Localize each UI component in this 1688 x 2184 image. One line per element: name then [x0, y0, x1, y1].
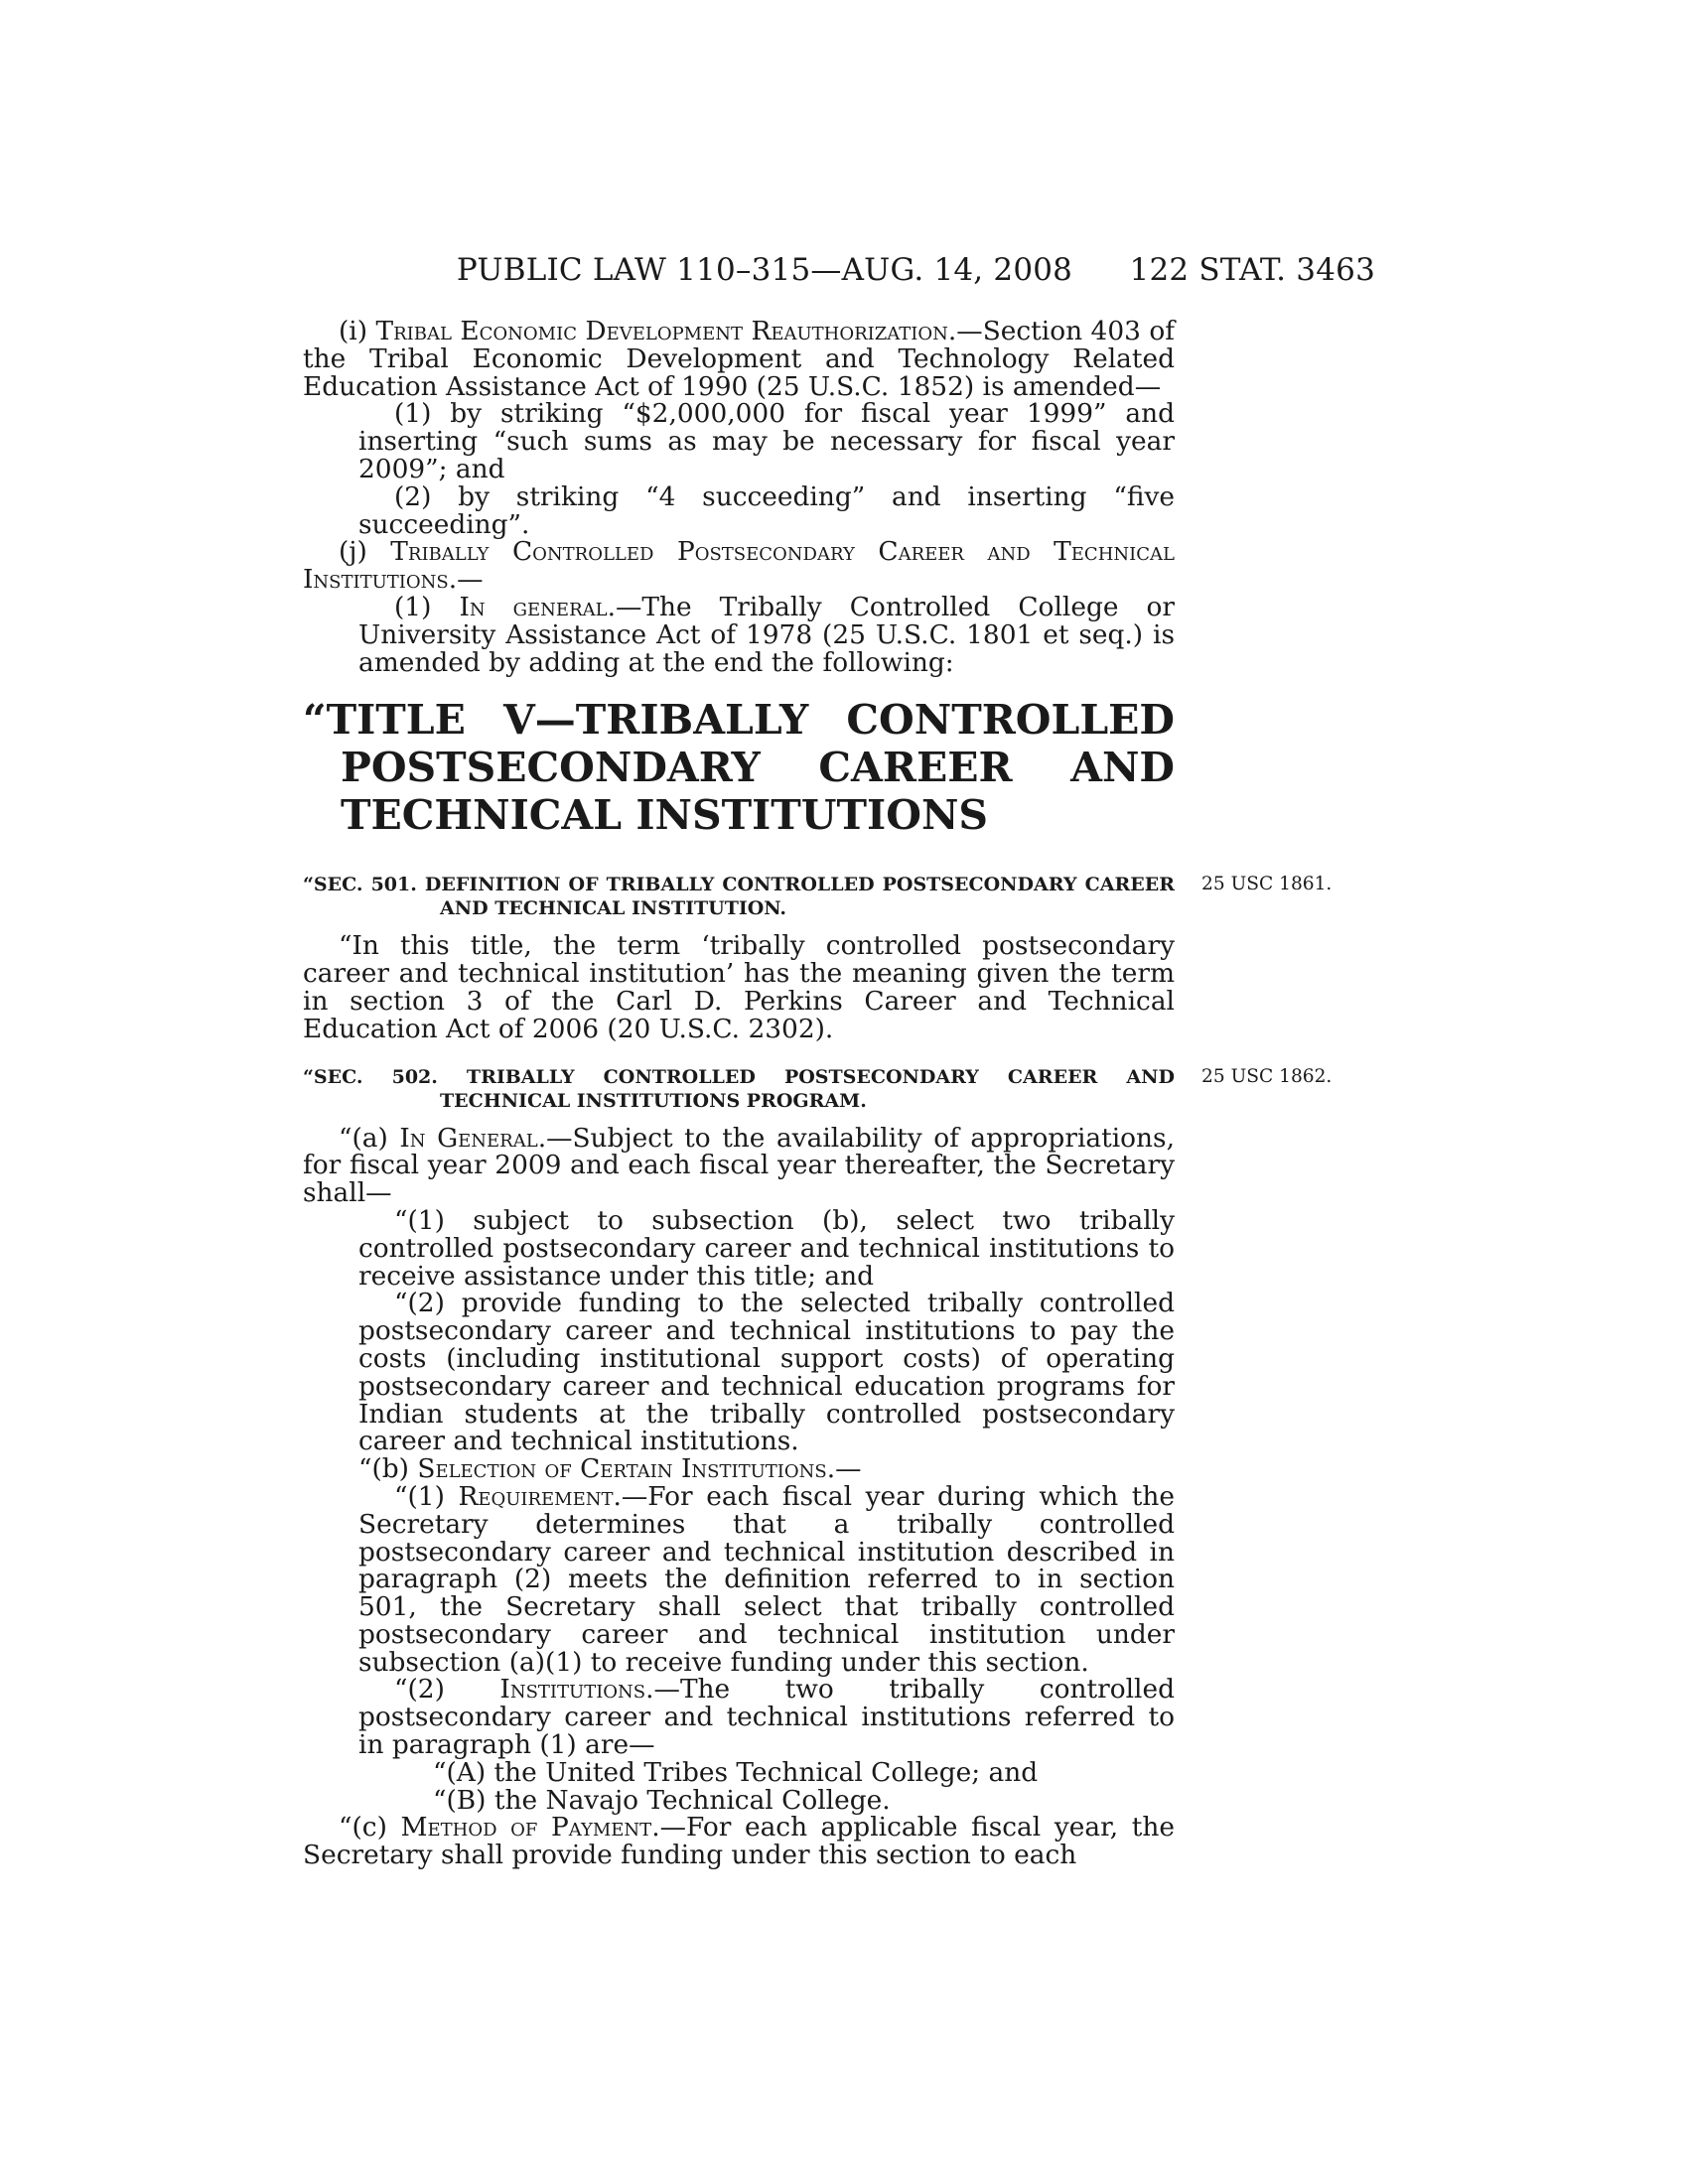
paragraph-j: (j) Tribally Controlled Postsecondary Career and Technical Institutions.—: [303, 536, 1175, 596]
section-501-heading: “SEC. 501. DEFINITION OF TRIBALLY CONTROLLED POSTSECONDARY CAREER AND TECHNICAL INSTITUTION. 25 USC 1861.: [303, 874, 1333, 920]
paragraph-b-1: “(1) Requirement.—For each fiscal year during which the Secretary determines that a tribally controlled postsecondary career and technical institution described in paragraph (2) meets the definition referred to in section 501, the Secretary shall select that tribally controlled postsecondary career and technical institution under subsection (a)(1) to receive funding under this section.: [358, 1480, 1175, 1678]
caption-b-1: Requirement.: [458, 1480, 622, 1512]
title-v-heading: “TITLE V—TRIBALLY CONTROLLED POSTSECONDARY CAREER AND TECHNICAL INSTITUTIONS: [303, 696, 1175, 840]
caption-j: Tribally Controlled Postsecondary Career and Technical Institutions.: [303, 536, 1175, 596]
paragraph-j-1: (1) In general.—The Tribally Controlled College or University Assistance Act of 1978 (25 U.S.C. 1801 et seq.) is amended by adding at the end the following:: [358, 591, 1175, 678]
running-header: [417, 252, 1375, 292]
header-law-citation: PUBLIC LAW 110–315—AUG. 14, 2008: [456, 252, 1073, 288]
margin-note-502: 25 USC 1862.: [1201, 1065, 1333, 1087]
subparagraph-b-B: “(B) the Navajo Technical College.: [433, 1784, 891, 1816]
paragraph-i: (i) Tribal Economic Development Reauthorization.—Section 403 of the Tribal Economic Development and Technology Related Education Assistance Act of 1990 (25 U.S.C. 1852) is amended—: [303, 316, 1176, 402]
paragraph-i-1: (1) by striking “$2,000,000 for fiscal year 1999” and inserting “such sums as may be necessary for fiscal year 2009”; and: [358, 398, 1175, 484]
header-stat-page: 122 STAT. 3463: [1129, 252, 1375, 288]
subsection-c: “(c) Method of Payment.—For each applicable fiscal year, the Secretary shall provide funding under this section to each: [303, 1812, 1176, 1871]
caption-a: In General.: [399, 1122, 547, 1154]
margin-note-501: 25 USC 1861.: [1201, 874, 1333, 895]
caption-j-1: In general.: [459, 591, 616, 622]
caption-b: Selection of Certain Institutions.: [417, 1453, 836, 1485]
paragraph-b-2: “(2) Institutions.—The two tribally controlled postsecondary career and technical institutions referred to in paragraph (1) are—: [358, 1674, 1176, 1761]
subsection-b: “(b) Selection of Certain Institutions.—: [358, 1453, 862, 1485]
subparagraph-b-A: “(A) the United Tribes Technical College; and: [433, 1756, 1039, 1788]
section-501-text: “In this title, the term ‘tribally controlled postsecondary career and technical institution’ has the meaning given the term in section 3 of the Carl D. Perkins Career and Technical Education Act of 2006 (20 U.S.C. 2302).: [303, 930, 1175, 1044]
caption-c: Method of Payment.: [400, 1812, 660, 1843]
caption-i: Tribal Economic Development Reauthorization.: [375, 316, 957, 346]
document-body: [303, 316, 1333, 1871]
paragraph-a-2: “(2) provide funding to the selected tribally controlled postsecondary career and technical institutions to pay the costs (including institutional support costs) of operating postsecondary career and technical education programs for Indian students at the tribally controlled postsecondary career and technical institutions.: [358, 1288, 1175, 1457]
paragraph-a-1: “(1) subject to subsection (b), select two tribally controlled postsecondary career and technical institutions to receive assistance under this title; and: [358, 1204, 1175, 1292]
section-502-heading: “SEC. 502. TRIBALLY CONTROLLED POSTSECONDARY CAREER AND TECHNICAL INSTITUTIONS PROGRAM. 25 USC 1862.: [303, 1065, 1333, 1112]
paragraph-i-2: (2) by striking “4 succeeding” and inserting “five succeeding”.: [358, 480, 1175, 540]
caption-b-2: Institutions.: [499, 1674, 654, 1706]
subsection-a: “(a) In General.—Subject to the availability of appropriations, for fiscal year 2009 and each fiscal year thereafter, the Secretary shall—: [303, 1122, 1175, 1209]
